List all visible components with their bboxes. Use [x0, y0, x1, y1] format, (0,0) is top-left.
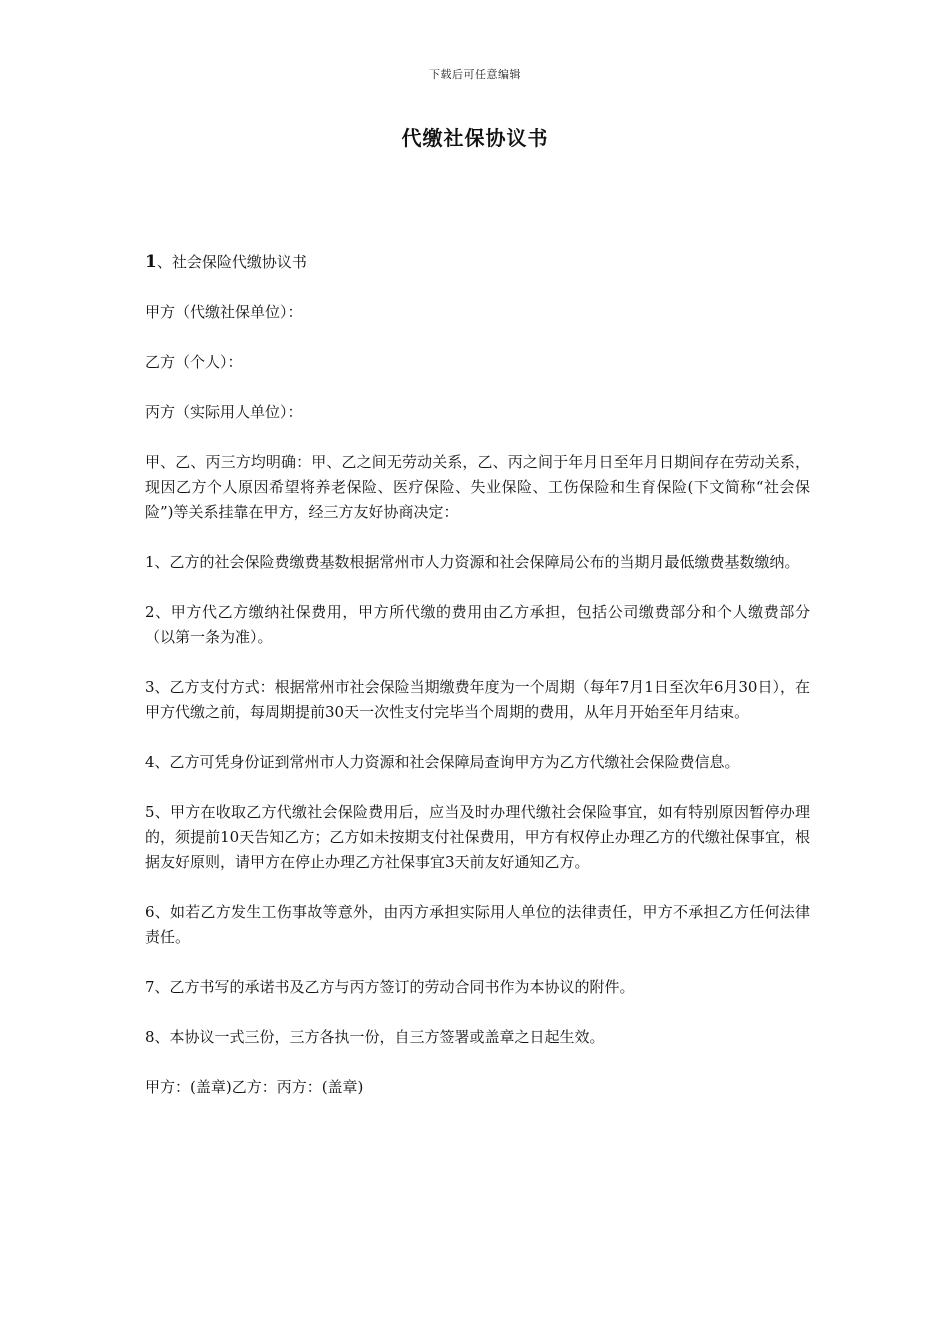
- clause-3: 3、乙方支付方式：根据常州市社会保险当期缴费年度为一个周期（每年7月1日至次年6月30日），在甲方代缴之前，每周期提前30天一次性支付完毕当个周期的费用，从年月开始至年月结束。: [145, 678, 810, 721]
- document-body: [145, 250, 810, 1125]
- clause-1: 1、乙方的社会保险费缴费基数根据常州市人力资源和社会保障局公布的当期月最低缴费基数缴纳。: [145, 553, 800, 571]
- intro-paragraph: 甲、乙、丙三方均明确：甲、乙之间无劳动关系，乙、丙之间于年月日至年月日期间存在劳动关系，现因乙方个人原因希望将养老保险、医疗保险、失业保险、工伤保险和生育保险(下文简称“社会保险”)等关系挂靠在甲方，经三方友好协商决定：: [145, 453, 810, 521]
- signature-line: 甲方：(盖章)乙方：丙方：(盖章): [145, 1078, 364, 1096]
- clause-5: 5、甲方在收取乙方代缴社会保险费用后，应当及时办理代缴社会保险事宜，如有特别原因暂停办理的，须提前10天告知乙方；乙方如未按期支付社保费用，甲方有权停止办理乙方的代缴社保事宜，根据友好原则，请甲方在停止办理乙方社保事宜3天前友好通知乙方。: [145, 803, 810, 871]
- party-c-line: 丙方（实际用人单位）：: [145, 403, 303, 421]
- header-note: 下载后可任意编辑: [429, 68, 521, 81]
- document-title: 代缴社保协议书: [401, 126, 549, 150]
- section-number: 1: [145, 252, 157, 272]
- clause-6: 6、如若乙方发生工伤事故等意外，由丙方承担实际用人单位的法律责任，甲方不承担乙方任何法律责任。: [145, 903, 810, 946]
- clause-8: 8、本协议一式三份，三方各执一份，自三方签署或盖章之日起生效。: [145, 1028, 605, 1046]
- section-heading-text: 、社会保险代缴协议书: [156, 253, 307, 271]
- clause-7: 7、乙方书写的承诺书及乙方与丙方签订的劳动合同书作为本协议的附件。: [145, 978, 635, 996]
- party-b-line: 乙方（个人）：: [145, 353, 243, 371]
- clause-4: 4、乙方可凭身份证到常州市人力资源和社会保障局查询甲方为乙方代缴社会保险费信息。: [145, 753, 740, 771]
- party-a-line: 甲方（代缴社保单位）：: [145, 303, 303, 321]
- section-heading: [145, 250, 810, 275]
- clause-2: 2、甲方代乙方缴纳社保费用，甲方所代缴的费用由乙方承担，包括公司缴费部分和个人缴费部分（以第一条为准）。: [145, 603, 810, 646]
